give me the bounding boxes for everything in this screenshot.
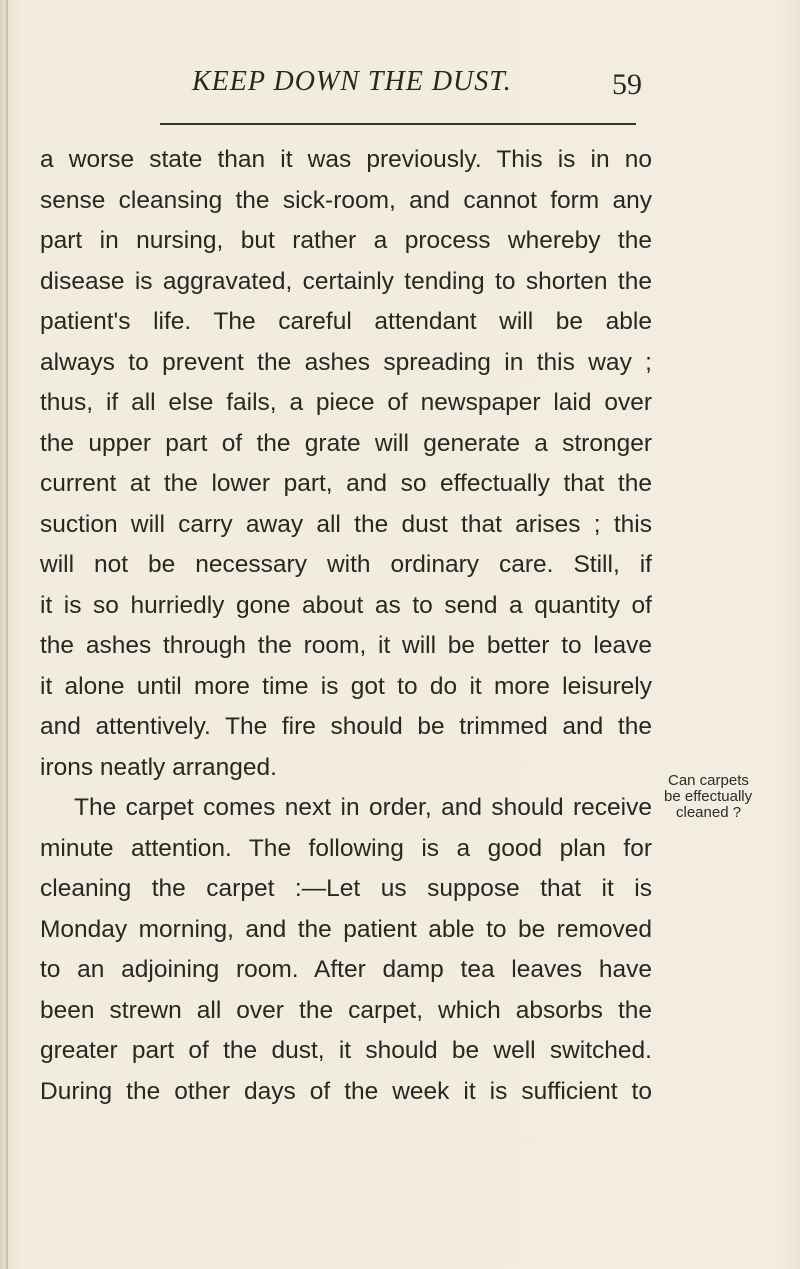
header-rule <box>160 123 636 125</box>
running-title: KEEP DOWN THE DUST. <box>192 66 512 97</box>
text-line: to an adjoining room. After damp tea leaves have <box>40 956 652 983</box>
text-line: patient's life. The careful attendant will be able <box>40 308 652 335</box>
text-line: cleaning the carpet :—Let us suppose that it is <box>40 875 652 902</box>
page-number: 59 <box>612 68 642 101</box>
text-line: greater part of the dust, it should be well switched. <box>40 1037 652 1064</box>
text-line: part in nursing, but rather a process whereby the <box>40 227 652 254</box>
text-line: current at the lower part, and so effectually that the <box>40 470 652 497</box>
marginal-note-line: cleaned ? <box>676 804 742 821</box>
text-line: The carpet comes next in order, and should receive <box>74 794 652 821</box>
marginal-note <box>664 773 794 821</box>
text-line: the upper part of the grate will generate a stronger <box>40 429 652 457</box>
marginal-note-line: be effectually <box>664 788 753 805</box>
body-text <box>40 140 652 1112</box>
text-line: suction will carry away all the dust that arises ; this <box>40 510 652 538</box>
text-line: and attentively. The fire should be trimmed and the <box>40 713 652 740</box>
marginal-note-line: Can carpets <box>668 772 749 789</box>
text-line: it is so hurriedly gone about as to send a quantity of <box>40 591 652 619</box>
text-line: been strewn all over the carpet, which absorbs the <box>40 996 652 1024</box>
text-line: always to prevent the ashes spreading in this way ; <box>40 348 652 376</box>
text-line: minute attention. The following is a good plan for <box>40 834 652 862</box>
text-line: the ashes through the room, it will be better to leave <box>40 632 652 659</box>
text-line: disease is aggravated, certainly tending to shorten the <box>40 267 652 295</box>
text-line: a worse state than it was previously. This is in no <box>40 146 652 173</box>
text-line: Monday morning, and the patient able to be removed <box>40 915 652 943</box>
text-line: it alone until more time is got to do it more leisurely <box>40 672 652 700</box>
text-line: thus, if all else fails, a piece of newspaper laid over <box>40 389 652 416</box>
text-line: sense cleansing the sick-room, and cannot form any <box>40 186 652 214</box>
page-gutter-edge <box>6 0 8 1269</box>
text-line: irons neatly arranged. <box>40 753 277 781</box>
text-line: During the other days of the week it is sufficient to <box>40 1077 652 1105</box>
text-line: will not be necessary with ordinary care. Still, if <box>40 551 652 578</box>
